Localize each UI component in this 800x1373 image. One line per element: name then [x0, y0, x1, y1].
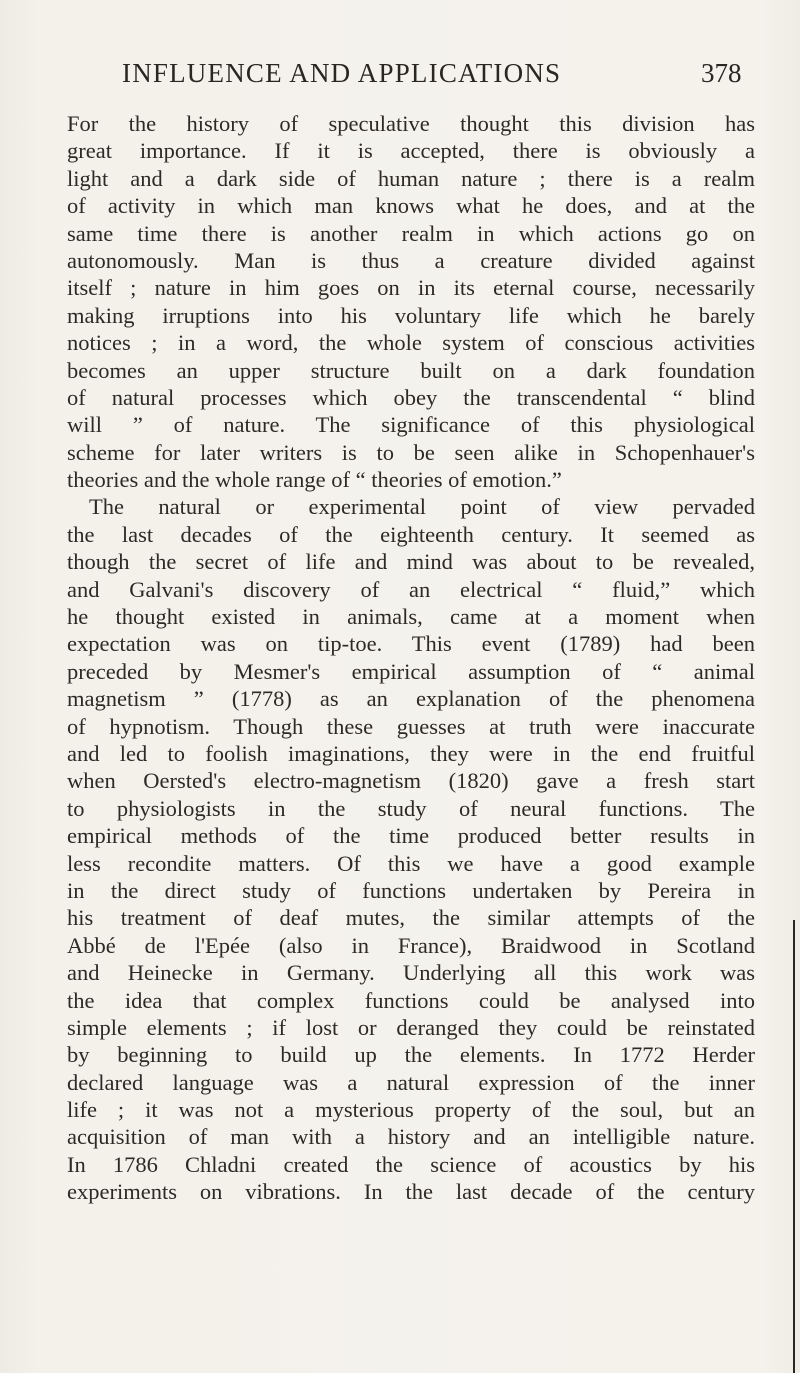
running-head: INFLUENCE AND APPLICATIONS [122, 58, 562, 88]
text-line: preceded by Mesmer's empirical assumption of “ animal [67, 658, 755, 684]
text-line: to physiologists in the study of neural functions. The [67, 795, 755, 821]
text-line: though the secret of life and mind was about to be revealed, [67, 549, 755, 575]
page-number: 378 [701, 58, 742, 88]
text-line: his treatment of deaf mutes, the similar attempts of the [67, 905, 755, 931]
text-line: For the history of speculative thought this division has [67, 111, 755, 136]
text-line: itself ; nature in him goes on in its eternal course, necessarily [67, 275, 755, 301]
text-line: notices ; in a word, the whole system of conscious activities [67, 330, 755, 356]
text-line: empirical methods of the time produced better results in [67, 823, 755, 849]
text-line: will ” of nature. The significance of this physiological [67, 412, 755, 438]
text-line: of hypnotism. Though these guesses at truth were inaccurate [67, 713, 755, 739]
text-line: declared language was a natural expression of the inner [67, 1069, 755, 1095]
text-line: magnetism ” (1778) as an explanation of the phenomena [67, 686, 755, 712]
text-line: making irruptions into his voluntary life which he barely [67, 302, 755, 328]
text-line: experiments on vibrations. In the last decade of the century [67, 1179, 755, 1205]
text-line: great importance. If it is accepted, there is obviously a [67, 138, 755, 164]
text-line: same time there is another realm in which actions go on [67, 220, 755, 246]
text-line: and Galvani's discovery of an electrical “ fluid,” which [67, 576, 755, 602]
paragraph-start-line: The natural or experimental point of view pervaded [89, 494, 755, 520]
text-line: life ; it was not a mysterious property of the soul, but an [67, 1097, 755, 1123]
page-edge-shadow [793, 920, 795, 1373]
text-line: the last decades of the eighteenth century. It seemed as [67, 521, 755, 547]
text-line: by beginning to build up the elements. In 1772 Herder [67, 1042, 755, 1068]
body-text [67, 110, 755, 1206]
text-line: Abbé de l'Epée (also in France), Braidwood in Scotland [67, 932, 755, 958]
text-line: the idea that complex functions could be analysed into [67, 987, 755, 1013]
text-line: of natural processes which obey the transcendental “ blind [67, 384, 755, 410]
text-line: expectation was on tip-toe. This event (1789) had been [67, 631, 755, 657]
text-line: in the direct study of functions undertaken by Pereira in [67, 877, 755, 903]
text-line: simple elements ; if lost or deranged they could be reinstated [67, 1014, 755, 1040]
text-line: light and a dark side of human nature ; there is a realm [67, 165, 755, 191]
page-header [0, 58, 800, 98]
text-line: acquisition of man with a history and an intelligible nature. [67, 1124, 755, 1150]
text-line: autonomously. Man is thus a creature divided against [67, 247, 755, 273]
text-line: he thought existed in animals, came at a moment when [67, 604, 755, 630]
text-line: less recondite matters. Of this we have a good example [67, 850, 755, 876]
text-line: when Oersted's electro-magnetism (1820) gave a fresh start [67, 768, 755, 794]
text-line: scheme for later writers is to be seen alike in Schopenhauer's [67, 439, 755, 465]
text-line: becomes an upper structure built on a dark foundation [67, 357, 755, 383]
text-line: and Heinecke in Germany. Underlying all this work was [67, 960, 755, 986]
text-line: and led to foolish imaginations, they were in the end fruitful [67, 740, 755, 766]
text-line: of activity in which man knows what he does, and at the [67, 193, 755, 219]
text-line: In 1786 Chladni created the science of acoustics by his [67, 1151, 755, 1177]
text-line: theories and the whole range of “ theories of emotion.” [67, 467, 562, 493]
